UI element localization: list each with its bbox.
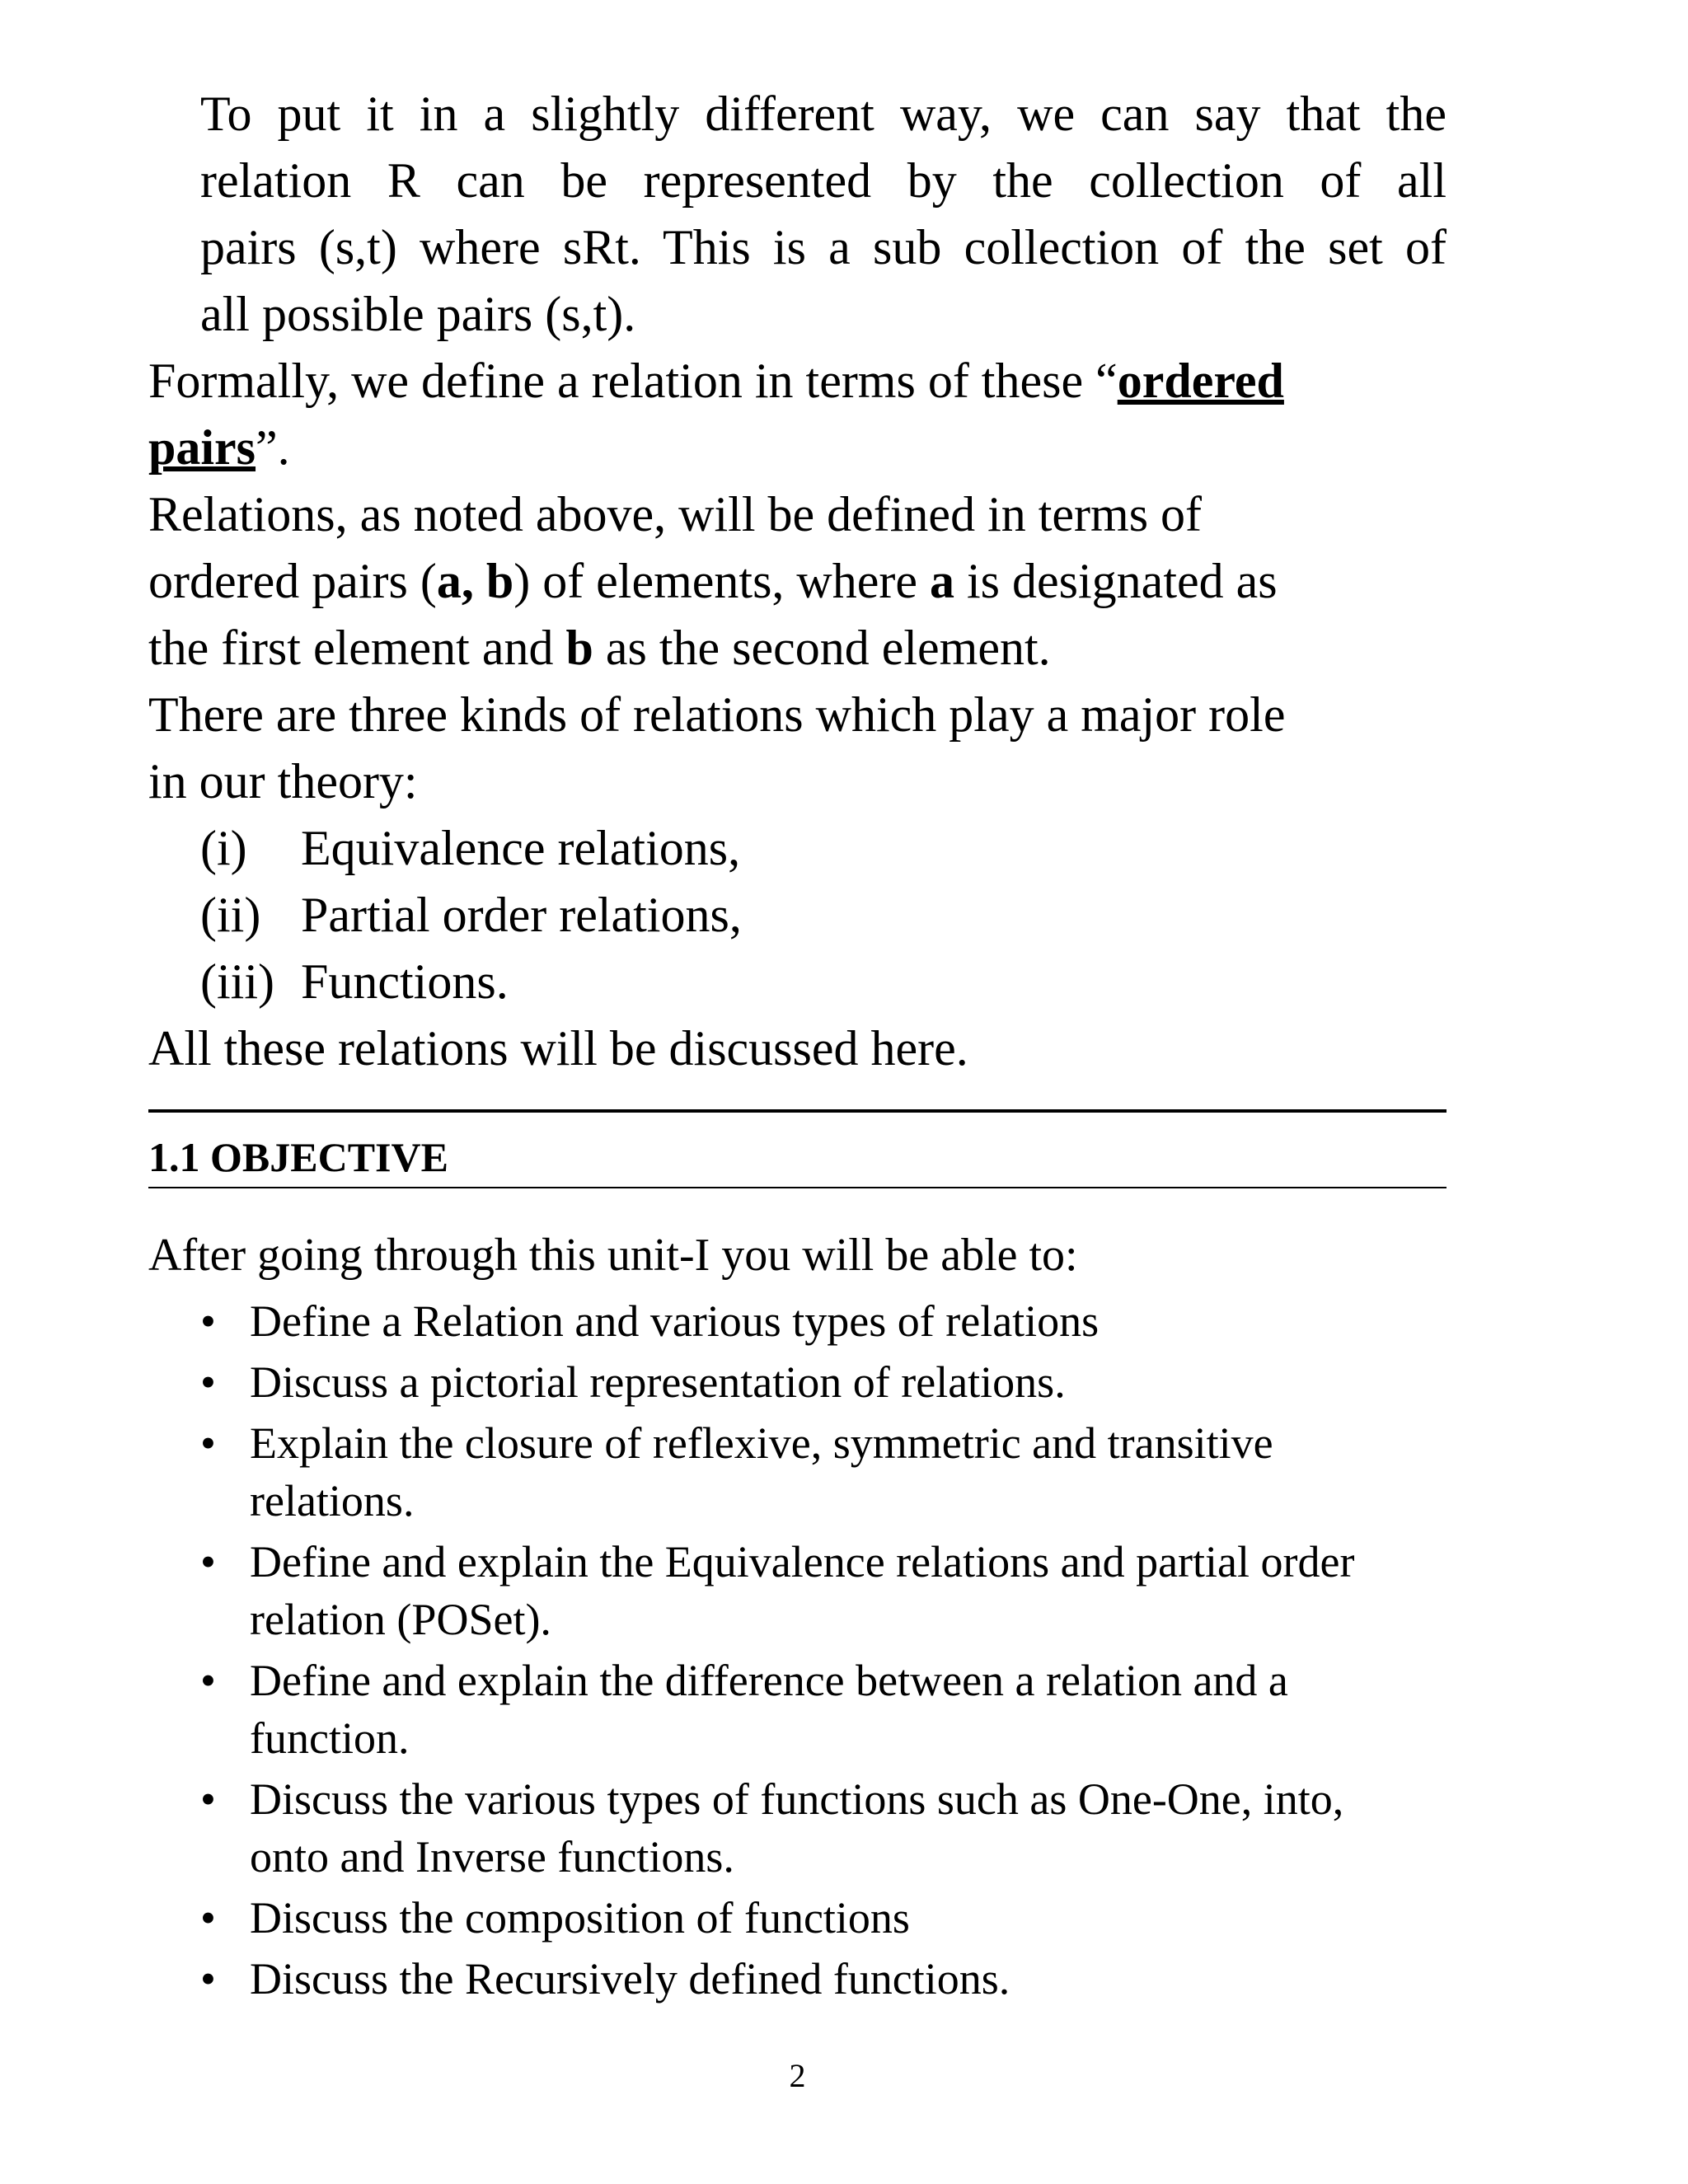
- list-item: [200, 1950, 1447, 2008]
- bullet-icon: •: [200, 1537, 216, 1586]
- bold-var-a: a: [436, 554, 462, 608]
- list-item: [200, 882, 742, 949]
- bold-comma: ,: [461, 554, 486, 608]
- bullet-icon: •: [200, 1774, 216, 1824]
- list-item-text: Discuss a pictorial representation of relations.: [250, 1357, 1066, 1407]
- bullet-icon: •: [200, 1893, 216, 1943]
- text-span: Formally, we define a relation in terms of these “: [148, 354, 1118, 408]
- objectives-list: [200, 1292, 1447, 2011]
- text-span: ordered pairs (: [148, 554, 437, 608]
- term-ordered: ordered: [1117, 354, 1284, 408]
- bullet-icon: •: [200, 1296, 216, 1346]
- term-pairs: pairs: [148, 420, 256, 475]
- text-line: in our theory:: [148, 754, 418, 808]
- text-span: is designated as: [954, 554, 1278, 608]
- list-item-text: Partial order relations,: [301, 888, 742, 942]
- list-number: (i): [200, 821, 247, 875]
- paragraph-discussed-here: All these relations will be discussed here.: [148, 1021, 968, 1076]
- list-item: [200, 1652, 1447, 1767]
- page-number: 2: [789, 2057, 806, 2094]
- paragraph-restatement: [200, 81, 1447, 348]
- bold-var-b: b: [485, 554, 514, 608]
- text-line: all possible pairs (s,t).: [200, 287, 636, 341]
- text-span: ) of elements, where: [513, 554, 931, 608]
- bullet-icon: •: [200, 1656, 216, 1705]
- text-line: There are three kinds of relations which play a major role: [148, 687, 1286, 742]
- section-rule-bottom: [148, 1187, 1447, 1188]
- objectives-intro: After going through this unit-I you will be able to:: [148, 1230, 1078, 1281]
- text-line: relation R can be represented by the collection of all: [200, 153, 1447, 208]
- list-item: [200, 1533, 1447, 1648]
- list-number: (iii): [200, 954, 274, 1009]
- list-item-text: Discuss the Recursively defined functions.: [250, 1954, 1010, 2004]
- text-line: [148, 548, 1447, 615]
- list-item: [200, 949, 742, 1015]
- list-item-text: Discuss the composition of functions: [250, 1893, 910, 1943]
- list-item-text: Define a Relation and various types of relations: [250, 1296, 1100, 1346]
- list-item: [200, 1770, 1447, 1886]
- bold-var-b: b: [565, 621, 593, 675]
- list-item-text: Discuss the various types of functions such as One-One, into, onto and Inverse functions.: [250, 1774, 1344, 1882]
- list-item: [200, 1292, 1447, 1350]
- bullet-icon: •: [200, 1418, 216, 1468]
- section-heading: 1.1 OBJECTIVE: [148, 1134, 448, 1180]
- bullet-icon: •: [200, 1357, 216, 1407]
- text-line: Relations, as noted above, will be defined in terms of: [148, 487, 1203, 541]
- text-span: the first element and: [148, 621, 566, 675]
- list-item: [200, 815, 742, 882]
- paragraph-formal-definition: [148, 348, 1418, 481]
- list-number: (ii): [200, 888, 261, 942]
- text-span: as the second element.: [593, 621, 1051, 675]
- list-item-text: Functions.: [301, 954, 509, 1009]
- bold-var-a: a: [930, 554, 955, 608]
- text-line: [148, 615, 1447, 682]
- relation-kinds-list: [200, 815, 742, 1015]
- text-line: To put it in a slightly different way, we can say that the: [200, 87, 1447, 141]
- paragraph-three-kinds: [148, 682, 1447, 815]
- list-item-text: Explain the closure of reflexive, symmetric and transitive relations.: [250, 1418, 1273, 1526]
- list-item-text: Equivalence relations,: [301, 821, 741, 875]
- list-item-text: Define and explain the Equivalence relations and partial order relation (POSet).: [250, 1537, 1355, 1644]
- list-item: [200, 1414, 1447, 1530]
- text-line: pairs (s,t) where sRt. This is a sub collection of the set of: [200, 220, 1447, 274]
- section-rule-top: [148, 1109, 1447, 1113]
- bullet-icon: •: [200, 1954, 216, 2004]
- text-span: ”.: [256, 420, 290, 475]
- list-item: [200, 1889, 1447, 1947]
- paragraph-ordered-pairs: [148, 481, 1447, 682]
- list-item: [200, 1353, 1447, 1411]
- list-item-text: Define and explain the difference between a relation and a function.: [250, 1656, 1288, 1763]
